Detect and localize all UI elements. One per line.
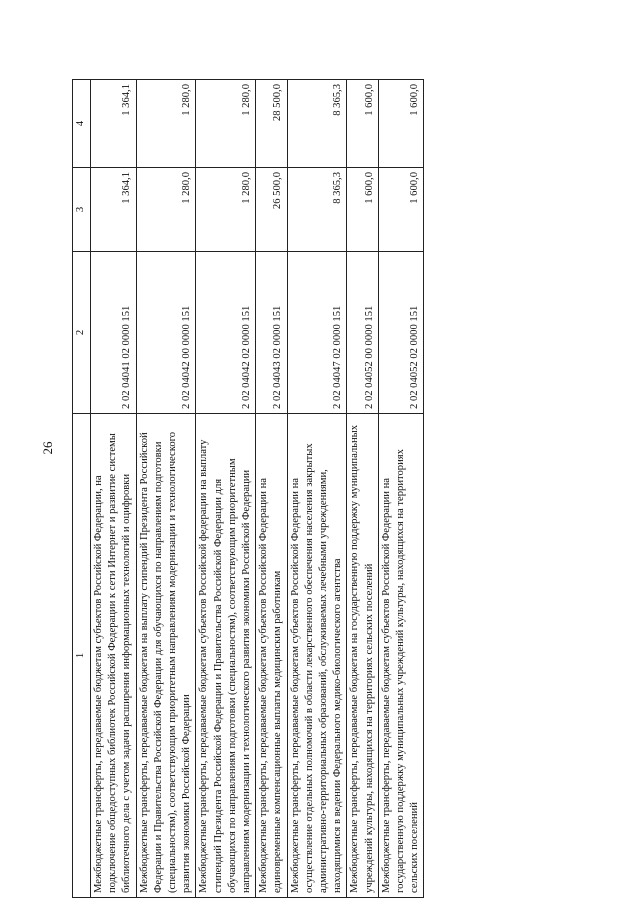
budget-code: 2 02 04052 02 0000 151 bbox=[378, 252, 424, 414]
budget-code: 2 02 04043 02 0000 151 bbox=[256, 252, 287, 414]
amount-col3: 1 600,0 bbox=[347, 168, 378, 252]
transfer-name: Межбюджетные трансферты, передаваемые бюджетам субъектов Российской Федерации на государственную поддержку муниципальных учреждений культуры, находящихся на территориях сельских поселений bbox=[378, 414, 424, 898]
page-number: 26 bbox=[40, 441, 55, 455]
amount-col4: 8 365,3 bbox=[287, 80, 347, 168]
amount-col3: 1 364,1 bbox=[91, 168, 137, 252]
transfer-name: Межбюджетные трансферты, передаваемые бюджетам субъектов Российской федерации на выплату стипендий Президента Российской Федерации и Правительства Российской Федерации для обучающихся по направлениям подготовки (специальностям), соответствующим приоритетным направлениям модернизации и технологического развития экономики Российской Федерации bbox=[196, 414, 256, 898]
column-header: 4 bbox=[73, 80, 91, 168]
amount-col3: 1 600,0 bbox=[378, 168, 424, 252]
rotated-table-container bbox=[72, 80, 567, 898]
table-row bbox=[378, 80, 424, 898]
amount-col4: 28 500,0 bbox=[256, 80, 287, 168]
amount-col3: 1 280,0 bbox=[196, 168, 256, 252]
transfer-name: Межбюджетные трансферты, передаваемые бюджетам субъектов Российской Федерации на осуществление отдельных полномочий в области лекарственного обеспечения населения закрытых административно-территориальных образований, обслуживаемых лечебными учреждениями, находящимися в ведении Федерального медико-биологического агентства bbox=[287, 414, 347, 898]
budget-code: 2 02 04041 02 0000 151 bbox=[91, 252, 137, 414]
transfers-table bbox=[72, 79, 424, 898]
budget-code: 2 02 04042 02 0000 151 bbox=[196, 252, 256, 414]
table-row bbox=[136, 80, 196, 898]
amount-col3: 8 365,3 bbox=[287, 168, 347, 252]
budget-code: 2 02 04052 00 0000 151 bbox=[347, 252, 378, 414]
table-row bbox=[91, 80, 137, 898]
budget-code: 2 02 04042 00 0000 151 bbox=[136, 252, 196, 414]
table-row bbox=[287, 80, 347, 898]
amount-col4: 1 280,0 bbox=[136, 80, 196, 168]
transfer-name: Межбюджетные трансферты, передаваемые бюджетам субъектов Российской Федерации, на подключение общедоступных библиотек Российской Федерации к сети Интернет и развитие системы библиотечного дела с учетом задачи расширения информационных технологий и оцифровки bbox=[91, 414, 137, 898]
header-row bbox=[73, 80, 91, 898]
column-header: 1 bbox=[73, 414, 91, 898]
transfer-name: Межбюджетные трансферты, передаваемые бюджетам субъектов Российской Федерации на единовременные компенсационные выплаты медицинским работникам bbox=[256, 414, 287, 898]
amount-col4: 1 364,1 bbox=[91, 80, 137, 168]
column-header: 2 bbox=[73, 252, 91, 414]
table-row bbox=[256, 80, 287, 898]
budget-code: 2 02 04047 02 0000 151 bbox=[287, 252, 347, 414]
amount-col4: 1 600,0 bbox=[378, 80, 424, 168]
amount-col3: 1 280,0 bbox=[136, 168, 196, 252]
column-header: 3 bbox=[73, 168, 91, 252]
amount-col4: 1 600,0 bbox=[347, 80, 378, 168]
amount-col4: 1 280,0 bbox=[196, 80, 256, 168]
amount-col3: 26 500,0 bbox=[256, 168, 287, 252]
table-row bbox=[196, 80, 256, 898]
transfer-name: Межбюджетные трансферты, передаваемые бюджетам на выплату стипендий Президента Российской Федерации и Правительства Российской Федерации для обучающихся по направлениям подготовки (специальностям), соответствующим приоритетным направлениям модернизации и технологического развития экономики Российской Федерации bbox=[136, 414, 196, 898]
transfer-name: Межбюджетные трансферты, передаваемые бюджетам на государственную поддержку муниципальных учреждений культуры, находящихся на территориях сельских поселений bbox=[347, 414, 378, 898]
table-row bbox=[347, 80, 378, 898]
